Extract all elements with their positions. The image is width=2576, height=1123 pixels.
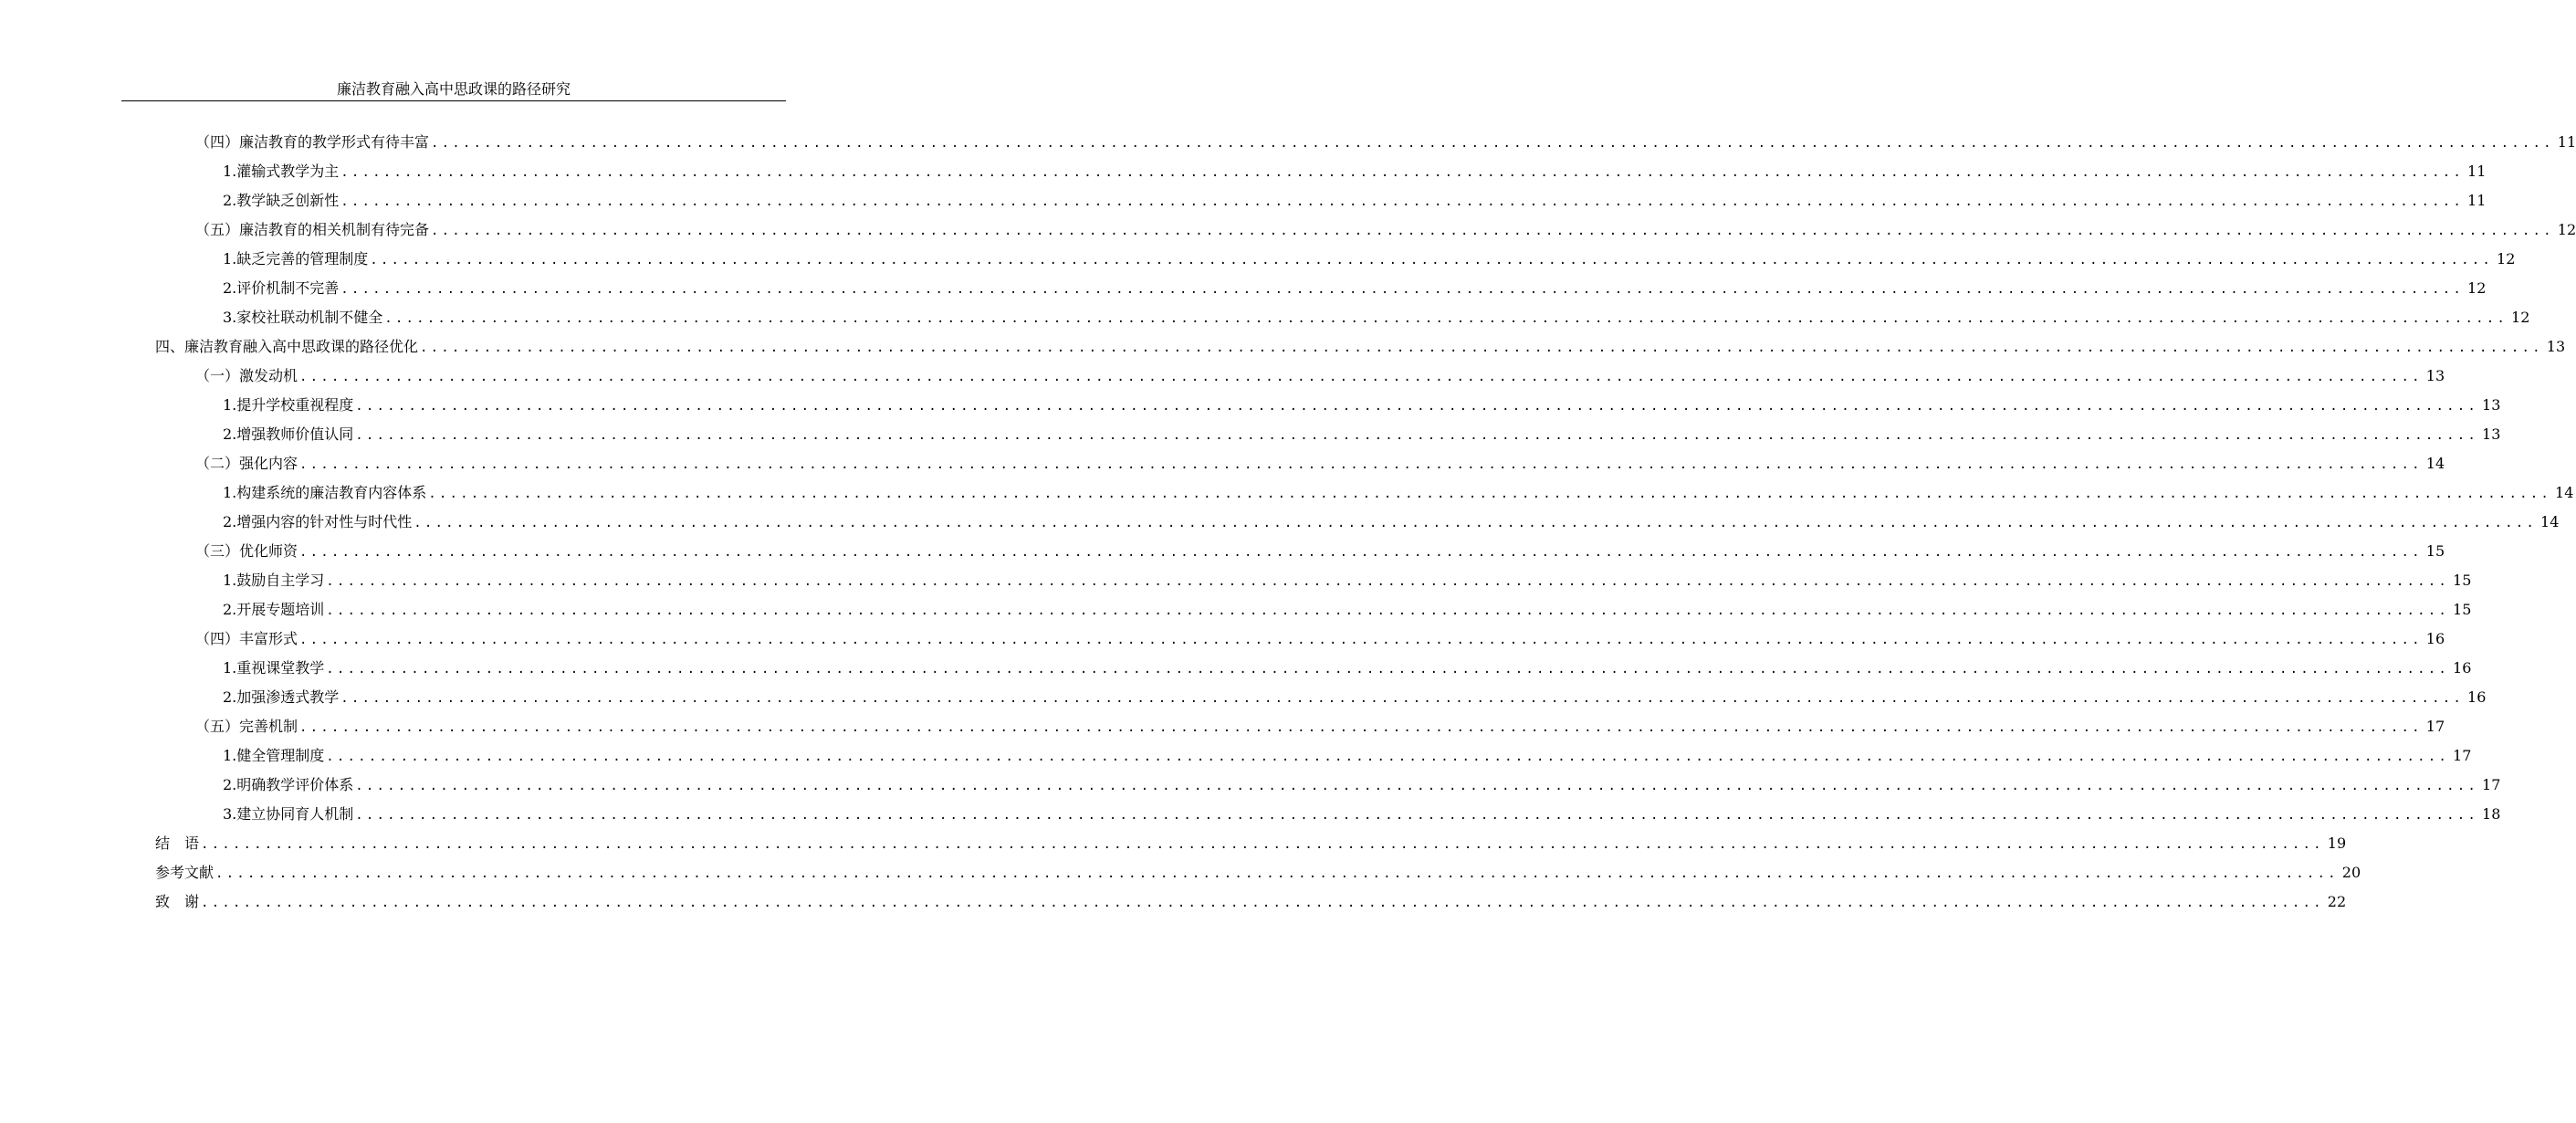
toc-entry[interactable]	[0, 887, 2347, 917]
toc-dot-leader: ........................................................................................................................................................................................................	[420, 341, 2543, 355]
toc-entry-label: 3.家校社联动机制不健全	[223, 309, 383, 326]
toc-page-number: 20	[2341, 864, 2361, 881]
toc-dot-leader: ........................................................................................................................................................................................................	[299, 633, 2423, 647]
toc-page-number: 11	[2557, 133, 2576, 151]
toc-dot-leader: ........................................................................................................................................................................................................	[431, 224, 2554, 238]
toc-page-number: 14	[2425, 455, 2445, 472]
toc-entry-line	[223, 478, 2574, 508]
toc-entry-line	[195, 362, 2445, 391]
toc-page-number: 16	[2425, 630, 2445, 647]
toc-entry-label: （四）丰富形式	[195, 630, 298, 647]
toc-entry-line	[223, 654, 2472, 683]
toc-entry[interactable]	[0, 566, 2472, 595]
toc-entry[interactable]	[0, 128, 2576, 157]
toc-dot-leader: ........................................................................................................................................................................................................	[384, 311, 2508, 326]
toc-dot-leader: ........................................................................................................................................................................................................	[299, 370, 2423, 384]
toc-entry-label: （五）廉洁教育的相关机制有待完备	[195, 221, 430, 238]
toc-entry-line	[223, 683, 2487, 712]
toc-entry-label: 2.开展专题培训	[223, 601, 325, 618]
toc-entry[interactable]	[0, 274, 2487, 303]
toc-page-number: 22	[2327, 893, 2347, 910]
toc-dot-leader: ........................................................................................................................................................................................................	[355, 428, 2479, 443]
toc-entry[interactable]	[0, 420, 2501, 449]
toc-dot-leader: ........................................................................................................................................................................................................	[370, 253, 2494, 268]
toc-entry-line	[195, 128, 2576, 157]
toc-entry[interactable]	[0, 245, 2516, 274]
toc-entry-line	[223, 157, 2487, 186]
toc-entry-label: （四）廉洁教育的教学形式有待丰富	[195, 133, 430, 151]
toc-entry-line	[223, 800, 2501, 829]
toc-page-number: 14	[2555, 484, 2574, 501]
toc-dot-leader: ........................................................................................................................................................................................................	[326, 662, 2450, 677]
toc-entry-label: 结 语	[155, 834, 200, 852]
toc-entry-label: 致 谢	[155, 893, 200, 910]
toc-entry-label: 2.教学缺乏创新性	[223, 192, 340, 209]
toc-entry-line	[223, 303, 2530, 332]
toc-entry-label: 1.健全管理制度	[223, 747, 325, 764]
toc-entry-line	[195, 712, 2445, 741]
toc-entry[interactable]	[0, 712, 2445, 741]
toc-dot-leader: ........................................................................................................................................................................................................	[428, 487, 2552, 501]
toc-dot-leader: ........................................................................................................................................................................................................	[326, 750, 2450, 764]
toc-entry-label: 参考文献	[155, 864, 215, 881]
toc-dot-leader: ........................................................................................................................................................................................................	[201, 837, 2324, 852]
toc-entry[interactable]	[0, 157, 2487, 186]
toc-entry[interactable]	[0, 741, 2472, 771]
toc-page-number: 12	[2557, 221, 2576, 238]
toc-page-number: 13	[2546, 338, 2566, 355]
header-rule	[121, 100, 786, 101]
toc-page-number: 17	[2482, 776, 2501, 793]
toc-entry-line	[155, 858, 2361, 887]
toc-entry-label: 3.建立协同育人机制	[223, 805, 354, 823]
toc-entry[interactable]	[0, 683, 2487, 712]
toc-entry[interactable]	[0, 478, 2574, 508]
toc-entry[interactable]	[0, 800, 2501, 829]
toc-entry-line	[223, 595, 2472, 624]
toc-entry-label: 1.重视课堂教学	[223, 659, 325, 677]
toc-page-number: 12	[2497, 250, 2516, 268]
toc-entry[interactable]	[0, 332, 2566, 362]
toc-entry-line	[155, 887, 2347, 917]
toc-page-number: 12	[2467, 279, 2487, 297]
toc-dot-leader: ........................................................................................................................................................................................................	[326, 574, 2450, 589]
toc-dot-leader: ........................................................................................................................................................................................................	[431, 136, 2554, 151]
toc-page-number: 15	[2425, 542, 2445, 560]
toc-entry-label: 四、廉洁教育融入高中思政课的路径优化	[155, 338, 419, 355]
toc-entry-label: 1.提升学校重视程度	[223, 396, 354, 414]
toc-entry-line	[223, 186, 2487, 215]
toc-entry-label: （二）强化内容	[195, 455, 298, 472]
toc-entry-line	[195, 449, 2445, 478]
toc-entry-line	[223, 771, 2501, 800]
toc-entry-label: （一）激发动机	[195, 367, 298, 384]
toc-page-number: 12	[2511, 309, 2530, 326]
toc-entry[interactable]	[0, 858, 2361, 887]
toc-dot-leader: ........................................................................................................................................................................................................	[340, 165, 2465, 180]
toc-dot-leader: ........................................................................................................................................................................................................	[414, 516, 2538, 530]
toc-entry-label: 2.评价机制不完善	[223, 279, 340, 297]
toc-dot-leader: ........................................................................................................................................................................................................	[355, 779, 2479, 793]
toc-entry[interactable]	[0, 186, 2487, 215]
toc-entry-line	[155, 829, 2347, 858]
toc-entry[interactable]	[0, 595, 2472, 624]
toc-entry-line	[195, 215, 2576, 245]
toc-entry[interactable]	[0, 771, 2501, 800]
toc-entry[interactable]	[0, 303, 2530, 332]
toc-page-number: 15	[2453, 601, 2472, 618]
toc-entry[interactable]	[0, 829, 2347, 858]
toc-dot-leader: ........................................................................................................................................................................................................	[355, 399, 2479, 414]
toc-page-number: 11	[2467, 192, 2487, 209]
toc-page-number: 17	[2453, 747, 2472, 764]
toc-dot-leader: ........................................................................................................................................................................................................	[299, 545, 2423, 560]
toc-entry-label: 2.增强教师价值认同	[223, 425, 354, 443]
toc-entry-line	[195, 624, 2445, 654]
toc-entry-label: 1.灌输式教学为主	[223, 163, 340, 180]
toc-entry-label: 1.鼓励自主学习	[223, 572, 325, 589]
toc-entry-label: （五）完善机制	[195, 718, 298, 735]
toc-entry-label: 1.构建系统的廉洁教育内容体系	[223, 484, 427, 501]
toc-entry-label: （三）优化师资	[195, 542, 298, 560]
toc-page-number: 16	[2467, 688, 2487, 706]
toc-dot-leader: ........................................................................................................................................................................................................	[215, 866, 2339, 881]
toc-entry[interactable]	[0, 654, 2472, 683]
toc-page-number: 13	[2482, 425, 2501, 443]
running-header: 廉洁教育融入高中思政课的路径研究	[336, 80, 571, 98]
toc-entry[interactable]	[0, 215, 2576, 245]
toc-dot-leader: ........................................................................................................................................................................................................	[340, 691, 2465, 706]
toc-dot-leader: ........................................................................................................................................................................................................	[340, 194, 2465, 209]
toc-dot-leader: ........................................................................................................................................................................................................	[201, 896, 2324, 910]
toc-entry[interactable]	[0, 391, 2501, 420]
toc-dot-leader: ........................................................................................................................................................................................................	[340, 282, 2465, 297]
toc-entry[interactable]	[0, 449, 2445, 478]
toc-dot-leader: ........................................................................................................................................................................................................	[355, 808, 2479, 823]
toc-entry-line	[223, 245, 2516, 274]
toc-entry-line	[195, 537, 2445, 566]
toc-dot-leader: ........................................................................................................................................................................................................	[299, 457, 2423, 472]
toc-page-number: 17	[2425, 718, 2445, 735]
toc-page-number: 13	[2425, 367, 2445, 384]
toc-entry[interactable]	[0, 624, 2445, 654]
toc-dot-leader: ........................................................................................................................................................................................................	[299, 720, 2423, 735]
toc-entry-line	[155, 332, 2566, 362]
toc-entry-line	[223, 741, 2472, 771]
toc-entry-label: 2.增强内容的针对性与时代性	[223, 513, 413, 530]
toc-page-number: 13	[2482, 396, 2501, 414]
toc-entry[interactable]	[0, 537, 2445, 566]
toc-dot-leader: ........................................................................................................................................................................................................	[326, 603, 2450, 618]
toc-entry[interactable]	[0, 508, 2560, 537]
toc-page-number: 11	[2467, 163, 2487, 180]
toc-page-number: 16	[2453, 659, 2472, 677]
toc-page-number: 18	[2482, 805, 2501, 823]
toc-entry-line	[223, 566, 2472, 595]
toc-entry-line	[223, 274, 2487, 303]
toc-entry-label: 2.明确教学评价体系	[223, 776, 354, 793]
toc-entry-label: 1.缺乏完善的管理制度	[223, 250, 369, 268]
toc-page-number: 15	[2453, 572, 2472, 589]
toc-entry[interactable]	[0, 362, 2445, 391]
toc-entry-label: 2.加强渗透式教学	[223, 688, 340, 706]
toc-entry-line	[223, 391, 2501, 420]
toc-entry-line	[223, 508, 2560, 537]
toc-page-number: 19	[2327, 834, 2347, 852]
toc-entry-line	[223, 420, 2501, 449]
toc-page-number: 14	[2540, 513, 2560, 530]
